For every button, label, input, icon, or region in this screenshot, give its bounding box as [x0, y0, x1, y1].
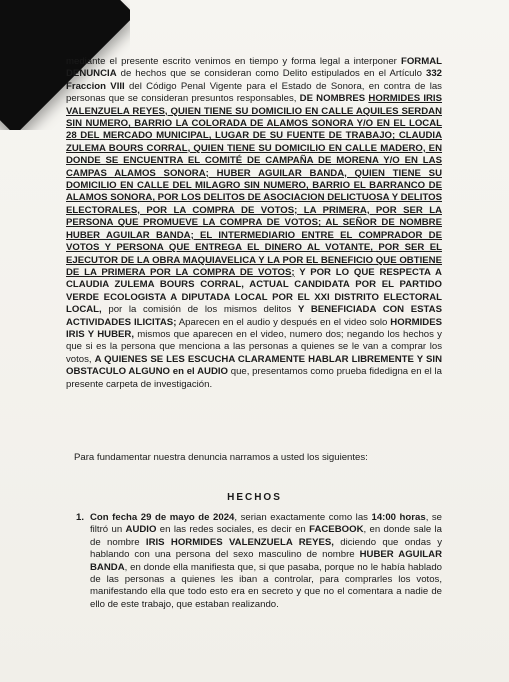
text-run: , se filtró un: [90, 512, 443, 536]
text-run: 14:00 horas: [371, 512, 426, 523]
fundamento-line: Para fundamentar nuestra denuncia narramos a usted los siguientes:: [74, 452, 368, 463]
text-run: , serian exactamente como las: [234, 512, 372, 523]
text-run: mismos que aparecen en el video, numero dos; negando los hechos y que si es la persona que menciona a las personas a quienes se le van a comprar los votos,: [66, 328, 442, 365]
text-run: 332 Fraccion VIII: [66, 68, 442, 92]
paragraph-1: [66, 56, 442, 391]
text-run: HORMIDES IRIS VALENZUELA REYES, QUIEN TIENE SU DOMICILIO EN CALLE AQUILES SERDAN SIN NUMERO, BARRIO LA COLORADA DE ALAMOS SONORA Y/O EN EL LOCAL 28 DEL MERCADO MUNICIPAL, LUGAR DE SU FUENTE DE TRABAJO; CLAUDIA ZULEMA BOURS CORRAL, QUIEN TIENE SU DOMICILIO EN CALLE MADERO, EN DONDE SE ENCUENTRA EL COMITÉ DE CAMPAÑA DE MORENA Y/O EN LAS CAMPAS ALAMOS SONORA; HUBER AGUILAR BANDA, QUIEN TIENE SU DOMICILIO EN CALLE DEL MILAGRO SIN NUMERO, BARRIO EL BARRANCO DE ALAMOS SONORA, POR LOS DELITOS DE ASOCIACION DELICTUOSA Y DELITOS ELECTORALES, POR LA COMPRA DE VOTOS; LA PRIMERA, POR SER LA PERSONA QUE PROMUEVE LA COMPRA DE VOTOS; AL SEÑOR DE NOMBRE HUBER AGUILAR BANDA; EL INTERMEDIARIO ENTRE EL COMPRADOR DE VOTOS Y PERSONA QUE ENTREGA EL DINERO AL VOTANTE, POR SER EL EJECUTOR DE LA OBRA MAQUIAVELICA Y LA POR EL BENEFICIO QUE OBTIENE DE LA PRIMERA POR LA COMPRA DE VOTOS;: [66, 93, 442, 278]
text-run: de hechos que se consideran como Delito estipulados en el Artículo: [116, 68, 426, 80]
text-run: A QUIENES SE LES ESCUCHA CLARAMENTE HABLAR LIBREMENTE Y SIN OBSTACULO ALGUNO en el AUDIO: [66, 353, 442, 378]
text-run: diciendo que ondas y hablando con una persona del sexo masculino de nombre: [90, 536, 443, 561]
text-run: DE NOMBRES: [299, 93, 369, 105]
text-run: , en donde ella manifiesta que, si que pasaba, porque no le había hablado de las personas a quienes les iban a controlar, para comprarles los votos, manifestando ella que todo esto era en secreto y que no el comentara a nadie de ello de este trabajo, que estaban realizando.: [90, 561, 442, 610]
text-run: Aparecen en el audio y después en el video solo: [176, 316, 391, 328]
hecho-item-1: [76, 512, 443, 611]
text-run: del Código Penal Vigente para el Estado de Sonora, en contra de las personas que se consideran presuntos responsables,: [66, 80, 442, 105]
text-run: AUDIO: [125, 524, 157, 536]
text-run: FACEBOOK: [309, 524, 364, 536]
text-run: , en donde sale la de nombre: [90, 524, 442, 548]
text-run: FORMAL DENUNCIA: [66, 56, 442, 80]
text-run: Y BENEFICIADA CON ESTAS ACTIVIDADES ILICITAS;: [66, 304, 442, 328]
hecho-text: [90, 512, 442, 610]
text-run: IRIS HORMIDES VALENZUELA REYES,: [145, 536, 334, 548]
text-run: Con fecha 29 de mayo de 2024: [90, 512, 235, 523]
text-run: HUBER AGUILAR BANDA: [90, 549, 442, 573]
text-run: Y POR LO QUE RESPECTA A CLAUDIA ZULEMA BOURS CORRAL, ACTUAL CANDIDATA POR EL PARTIDO VERDE ECOLOGISTA A DIPUTADA LOCAL POR EL XXI DISTRITO ELECTORAL LOCAL,: [66, 266, 442, 316]
text-run: HORMIDES IRIS Y HUBER,: [66, 316, 442, 340]
text-run: en las redes sociales, es decir en: [156, 524, 310, 536]
main-paragraph: [66, 56, 442, 391]
text-run: por la comisión de los mismos delitos: [101, 304, 298, 316]
hecho-number: 1.: [76, 512, 85, 523]
text-run: que, presentamos como prueba fidedigna en el la presente carpeta de investigación.: [66, 366, 442, 390]
text-run: mediante el presente escrito venimos en tiempo y forma legal a interponer: [66, 56, 401, 67]
hechos-heading: HECHOS: [227, 492, 282, 503]
